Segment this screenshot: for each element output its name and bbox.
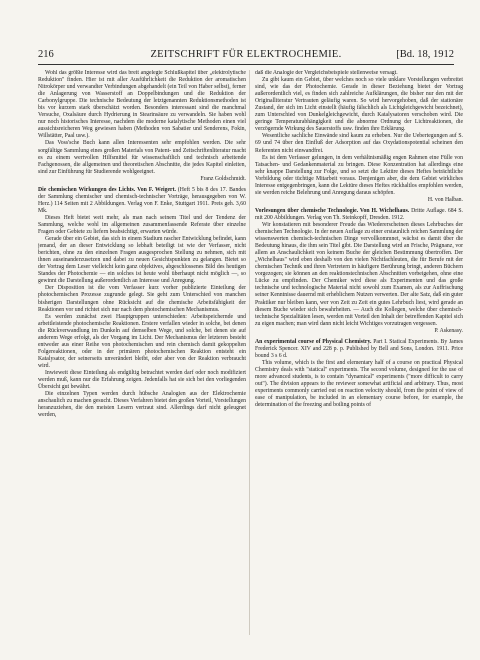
review-heading-continued: Part I. Statical Experiments. By James Frederick Spencer.: [255, 338, 463, 352]
paragraph: Wir konstatieren mit besonderer Freude das Wiedererscheinen dieses Lehrbuches der chemischen Technologie. In der neuen Auflage zu einer erstaunlich reichen Sammlung der wissenswerten chemisch-technischen Dinge vervollkommnet, wächst es damit über die Bedeutung hinaus, die ihm sein Titel gibt. Die Darstellung wird an Frische, Prägnanz, vor allem an Anschaulichkeit von keinem Buche der gleichen Bestimmung übertroffen. Der „Wichelhaus" wird eben deshalb von den vielen Nichtfachleuten, die für Berufe mit der chemischen Technik und ihren Vertretern in häufigere Berührung bringt, anderen Büchern vorgezogen; sie können an den reaktionstechnischen Abschnitten vorbeigehen, ohne eine Lücke zu empfinden. Der Chemiker wird diese als Experimenten und das große technische und technologische Material nicht sowohl zum Examen, als zur Auffrischung seiner Kenntnisse dauernd mit erheblichem Nutzen verwerten. Der alte Satz, daß ein guter Praktiker nur bleiben kann, wer von Zeit zu Zeit ein gutes Lehrbuch liest, wird gerade an diesem Buche wieder sich bewahrheiten. — Auch die Kollegen, welche über chemisch-technische Spezialitäten lesen, werden mit Vorteil den Inhalt der betreffenden Kapitel sich zu eigen machen; man wird dann nicht leicht Wichtiges vorzutragen vergessen.: [255, 221, 463, 327]
reviewer-signature: Franz Goldschmidt.: [200, 175, 246, 182]
paragraph: Dieses Heft bietet weit mehr, als man nach seinem Titel und der Tendenz der Sammlung, welche wohl im allgemeinen zusammenfassende Referate über einzelne Fragen oder Gebiete zu liefern beabsichtigt, erwarten würde.: [38, 214, 246, 236]
review-details: XIV and 228 p. p. Published by Bell and Sons, London. 1911. Price bound 3 s 6 d.: [255, 345, 463, 359]
review-entry: [38, 187, 246, 215]
paragraph: Zu gibt kaum ein Gebiet, über welches noch so viele unklare Vorstellungen verbreitet sind, wie das der Photochemie. Gerade in dieser Beziehung bietet der Vortrag außerordentlich viel, es finden sich zahlreiche Aufklärungen, die bisher nur den mit der Originalliteratur Vertrauten geläufig waren. So wird hervorgehoben, daß der stationäre Zustand, der sich im Licht einstellt (häufig fälschlich als Lichtgleichgewicht bezeichnet), zum Unterschied von Dunkelgleichgewicht, durch Katalysatoren verschoben wird. Die geringe Temperaturabhängigkeit und die abnorme Ordnung der Lichtreaktionen, die verzögernde Wirkung des Sauerstoffs usw. finden ihre Erklärung.: [255, 77, 463, 133]
paragraph: Die einzelnen Typen werden durch hübsche Analogien aus der Elektrochemie anschaulich zu machen gesucht. Dieses Verfahren bietet den großen Vorteil, Vorstellungen heranzuziehen, die den meisten Lesern vertraut sind. Allerdings darf nicht geleugnet werden,: [38, 391, 246, 419]
page-header: [38, 48, 454, 62]
paragraph: This volume, which is the first and elementary half of a course on practical Physical Chemistry deals with "statical" experiments. The second volume, designed for the use of more advanced students, is to contain "dynamical" experiments ("more difficult to carry out"). The division appears to the reviewer somewhat artificial and arbitrary. Thus, most experiments commonly carried out on reaction velocity should, from the point of view of ease of manipulation, be included in an elementary course before, for example, the determination of the freezing and boiling points of: [255, 359, 463, 409]
reviewer-signature: P. Askenasy.: [434, 327, 463, 334]
review-heading: Die chemischen Wirkungen des Lichts. Von F. Weigert.: [38, 186, 176, 193]
journal-title: ZEITSCHRIFT FÜR ELEKTROCHEMIE.: [150, 49, 342, 60]
paragraph: Inwieweit diese Einteilung als endgültig betrachtet werden darf oder noch modifiziert werden muß, kann nur die Erfahrung zeigen. Jedenfalls hat sie sich bei den vorliegenden Übersicht gut bewährt.: [38, 369, 246, 391]
paragraph: Es werden zunächst zwei Hauptgruppen unterschieden: Arbeitspeichernde und arbeitleistende photochemische Reaktionen. Erstere verfallen wieder in solche, bei denen die Rückverwandlung im Dunkeln auf demselben Wege, und solche, bei denen sie auf anderem Wege erfolgt, als der Vorgang im Licht. Der Mechanismus der letzteren besteht entweder aus einer Reihe von photochemischen und rein chemisch damit gekoppelten Folgereaktionen, oder in der primären photochemischen Reaktion entsteht ein Katalysator, der seinerseits unverändert bleibt, oder aber von der Reaktion verbraucht wird.: [38, 313, 246, 369]
review-heading: Vorlesungen über chemische Technologie. Von H. Wichelhaus.: [255, 207, 410, 214]
reviewer-signature: H. von Halban.: [427, 196, 463, 203]
right-column: [255, 70, 463, 635]
column-divider: [249, 70, 250, 635]
paragraph: Wohl das größte Interesse wird das breit angelegte Schlußkapitel über „elektrolytische Reduktion" finden. Hier ist mit aller Ausführlichkeit die Reduktion der aromatischen Nitrokörper und verwandter Verbindungen abgehandelt (ein Teil von Haber selbst), ferner die Anlagerung von Wasserstoff an Doppelbindungen und die Reduktion der Carbonylgruppe. Die technische Bedeutung der letztgenannten Reduktionsmethoden ist bis vor kurzem stark überschätzt worden. Besonders interessant sind die manchmal Versuche, Oxalsäure durch Hydrierung in Stearinsäure zu verwandeln. Sie haben wohl nur noch historisches Interesse, nachdem die moderne katalytische Methoden einen viel aussichtsreicheren Weg gewiesen haben (Methoden von Sabatier und Senderens, Fokin, Willstätter, Paal usw.).: [38, 70, 246, 140]
paragraph: Der Disposition ist die vom Verfasser kurz vorher publizierte Einteilung der photochemischen Prozesse zugrunde gelegt. Sie geht zum Unterschied von manchen bisherigen Darstellungen ohne Rücksicht auf die chemische Arbeitsfähigkeit der Reaktionen vor und richtet sich nur nach dem photochemischen Mechanismus.: [38, 285, 246, 313]
review-heading: An experimental course of Physical Chemistry.: [255, 338, 372, 345]
left-column: [38, 70, 246, 635]
review-details: (Heft 5 bis 8 des 17. Bandes der Sammlung chemischer und chemisch-technischer Vorträge, herausgegeben von W. Herz.) 114 Seiten mit 2 Abbildungen. Verlag von F. Enke, Stuttgart 1911. Preis geh. 3,60 Mk.: [38, 186, 246, 214]
review-entry: [255, 339, 463, 360]
volume-info: [Bd. 18, 1912: [396, 49, 454, 60]
page-number: 216: [38, 49, 54, 60]
paragraph: Wesentliche sachliche Einwände sind kaum zu erheben. Nur die Uebertegungen auf S. 69 und 74 über den Einfluß der Adsorption auf das Oxydationspotential scheinen den Referenten nicht einwandfrei.: [255, 133, 463, 154]
paragraph: Gerade über ein Gebiet, das sich in einem Stadium rascher Entwicklung befindet, kann jemand, der an dieser Entwicklung so lebhaft beteiligt ist wie der Verfasser, nicht berichten, ohne zu den einzelnen Fragen ausgesprochen Stellung zu nehmen, sich mit ihnen auseinanderzusetzen und dabei zu neuen Gesichtspunkten zu gelangen. Bietet so der Vortrag dem Leser vielleicht kein ganz objektives, abgeschlossenes Bild des heutigen Standes der Photochemie — ein solches ist heute wohl überhaupt nicht möglich —, so gewinnt die Darstellung außerordentlich an Interesse und Anregung.: [38, 236, 246, 285]
header-rule: [38, 64, 454, 65]
paragraph: Es ist dem Verfasser gelungen, in dem verhältnismäßig engen Rahmen eine Fülle von Tatsachen- und Gedankenmaterial zu bringen. Diese Konzentration hat allerdings eine sehr knappe Darstellung zur Folge, und so setzt die Lektüre dieses Heftes beträchtliche Vorbildung oder tüchtige Mitarbeit voraus. Denjenigen aber, die dem Gebiet wirkliches Interesse entgegenbringen, kann die Lektüre dieses Heftes rückhaltlos empfohlen werden, sie werden reiche Belehrung und Anregung daraus schöpfen.: [255, 154, 463, 196]
paragraph: Das Voss'sche Buch kann allen Interessenten sehr empfohlen werden. Die sehr sorgfältige Sammlung eines großen Materials von Patent- und Zeitschriftenliteratur macht es zu einem wertvollen Hilfsmittel für wissenschaftlich und technisch arbeitende Fachgenossen, die allgemeinen und theoretischen Abschnitte, die jedes Kapitel einleiten, sind zur Einführung für Studierende wohlgeeignet.: [38, 140, 246, 175]
review-entry: [255, 208, 463, 222]
paragraph: daß die Analogie der Vergleichsbeispiele stellenweise versagt.: [255, 70, 398, 76]
review-details: Dritte Auflage. 684 S. mit 200 Abbildungen. Verlag von Th. Steinkopff, Dresden. 1912.: [255, 207, 463, 221]
